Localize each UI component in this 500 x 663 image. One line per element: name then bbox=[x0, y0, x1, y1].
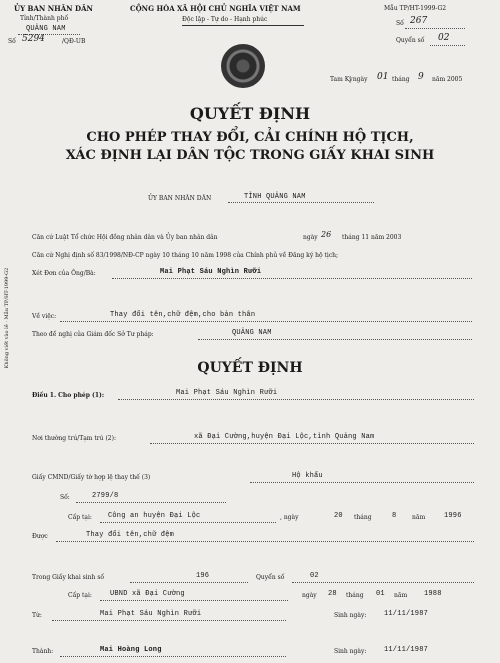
applicant-name: Mai Phạt Sáu Nghìn Rưỡi bbox=[160, 268, 262, 276]
register-quyen-value: 02 bbox=[438, 33, 450, 43]
id-cap-label: Cấp tại: bbox=[68, 514, 92, 521]
proposal-value: QUẢNG NAM bbox=[232, 329, 272, 337]
from-label: Từ: bbox=[32, 612, 42, 619]
from-sinh-label: Sinh ngày: bbox=[334, 612, 367, 619]
birth-day: 28 bbox=[328, 590, 337, 598]
authority-value: TỈNH QUẢNG NAM bbox=[244, 193, 306, 201]
from-sinh-value: 11/11/1987 bbox=[384, 610, 429, 618]
birth-year: 1988 bbox=[424, 590, 442, 598]
country-name: CỘNG HÒA XÃ HỘI CHỦ NGHĨA VIỆT NAM bbox=[130, 4, 301, 13]
id-month: 8 bbox=[392, 512, 397, 520]
to-label: Thành: bbox=[32, 648, 54, 655]
birth-month: 01 bbox=[376, 590, 385, 598]
document-title: QUYẾT ĐỊNH bbox=[189, 104, 311, 123]
national-emblem-seal bbox=[221, 44, 265, 88]
basis-line1-ngay: ngày bbox=[303, 234, 318, 241]
document-subtitle-line1: CHO PHÉP THAY ĐỔI, CẢI CHÍNH HỘ TỊCH, bbox=[86, 130, 414, 145]
date-nam-label: năm 2005 bbox=[432, 76, 463, 83]
register-so-label: Số bbox=[396, 20, 404, 27]
birth-cap-label: Cấp tại: bbox=[68, 592, 92, 599]
register-so-value: 267 bbox=[410, 16, 428, 26]
issuer-so-suffix: /QĐ-UB bbox=[62, 38, 86, 45]
margin-note: Không viết vào lề · Mẫu TP/HT-1999-G2 bbox=[4, 267, 10, 369]
birth-cert-quyen-label: Quyển số bbox=[256, 574, 285, 581]
authority-label: ỦY BAN NHÂN DÂN bbox=[148, 195, 212, 202]
basis-line1: Căn cứ Luật Tổ chức Hội đồng nhân dân và Ủy ban nhân dân bbox=[32, 234, 218, 241]
article1-label: Điều 1. Cho phép (1): bbox=[32, 392, 105, 399]
id-ngay-label: , ngày bbox=[280, 514, 299, 521]
proposal-label: Theo đề nghị của Giám đốc Sở Tư pháp: bbox=[32, 331, 154, 338]
basis-line2: Căn cứ Nghị định số 83/1998/NĐ-CP ngày 10 tháng 10 năm 1998 của Chính phủ về Đăng ký hộ tịch; bbox=[32, 252, 339, 259]
birth-cap-value: UBND xã Đại Cường bbox=[110, 590, 185, 598]
issuer-province-label: Tỉnh/Thành phố bbox=[20, 15, 69, 22]
date-place: Tam Kỳ bbox=[330, 76, 353, 83]
birth-ngay-label: ngày bbox=[302, 592, 317, 599]
article1-value: Mai Phạt Sáu Nghìn Rưỡi bbox=[176, 389, 278, 397]
request-label: Được bbox=[32, 533, 48, 540]
request-value: Thay đổi tên,chữ đệm bbox=[86, 531, 175, 539]
country-motto: Độc lập - Tự do - Hạnh phúc bbox=[182, 16, 268, 23]
birth-cert-so: 196 bbox=[196, 572, 210, 580]
from-value: Mai Phạt Sáu Nghìn Rưỡi bbox=[100, 610, 202, 618]
applicant-label: Xét Đơn của Ông/Bà: bbox=[32, 270, 96, 277]
basis-line1-day: 26 bbox=[321, 230, 332, 239]
issuer-so-value: 5294 bbox=[22, 34, 45, 44]
id-doc-value: Hộ khẩu bbox=[292, 472, 323, 480]
id-year: 1996 bbox=[444, 512, 462, 520]
subject-label: Về việc: bbox=[32, 313, 57, 320]
register-quyen-label: Quyển số bbox=[396, 37, 425, 44]
id-so-label: Số: bbox=[60, 494, 70, 501]
id-cap-value: Công an huyện Đại Lộc bbox=[108, 512, 201, 520]
basis-line1-rest: tháng 11 năm 2003 bbox=[342, 234, 402, 241]
form-code: Mẫu TP/HT-1999-G2 bbox=[384, 5, 447, 12]
date-month: 9 bbox=[418, 72, 424, 82]
decision-title: QUYẾT ĐỊNH bbox=[197, 360, 303, 376]
issuer-province: QUẢNG NAM bbox=[26, 25, 66, 33]
residence-label: Nơi thường trú/Tạm trú (2): bbox=[32, 435, 116, 442]
to-value: Mai Hoàng Long bbox=[100, 646, 162, 654]
document-subtitle-line2: XÁC ĐỊNH LẠI DÂN TỘC TRONG GIẤY KHAI SINH bbox=[65, 148, 435, 163]
id-day: 20 bbox=[334, 512, 343, 520]
id-nam-label: năm bbox=[412, 514, 426, 521]
to-sinh-value: 11/11/1987 bbox=[384, 646, 429, 654]
issuer-so-label: Số bbox=[8, 38, 16, 45]
birth-nam-label: năm bbox=[394, 592, 408, 599]
date-day: 01 bbox=[377, 72, 389, 82]
issuer-name: ỦY BAN NHÂN DÂN bbox=[14, 4, 93, 13]
birth-cert-quyen: 02 bbox=[310, 572, 319, 580]
to-sinh-label: Sinh ngày: bbox=[334, 648, 367, 655]
id-doc-label: Giấy CMND/Giấy tờ hợp lệ thay thế (3) bbox=[32, 474, 151, 481]
date-ngay-label: , ngày bbox=[349, 76, 368, 83]
birth-thang-label: tháng bbox=[346, 592, 364, 599]
id-thang-label: tháng bbox=[354, 514, 372, 521]
date-thang-label: tháng bbox=[392, 76, 410, 83]
id-so-value: 2799/8 bbox=[92, 492, 119, 500]
subject-value: Thay đổi tên,chữ đệm,cho bản thân bbox=[110, 311, 256, 319]
birth-cert-label: Trong Giấy khai sinh số bbox=[32, 574, 105, 581]
residence-value: xã Đại Cường,huyện Đại Lộc,tỉnh Quảng Nam bbox=[194, 433, 375, 441]
